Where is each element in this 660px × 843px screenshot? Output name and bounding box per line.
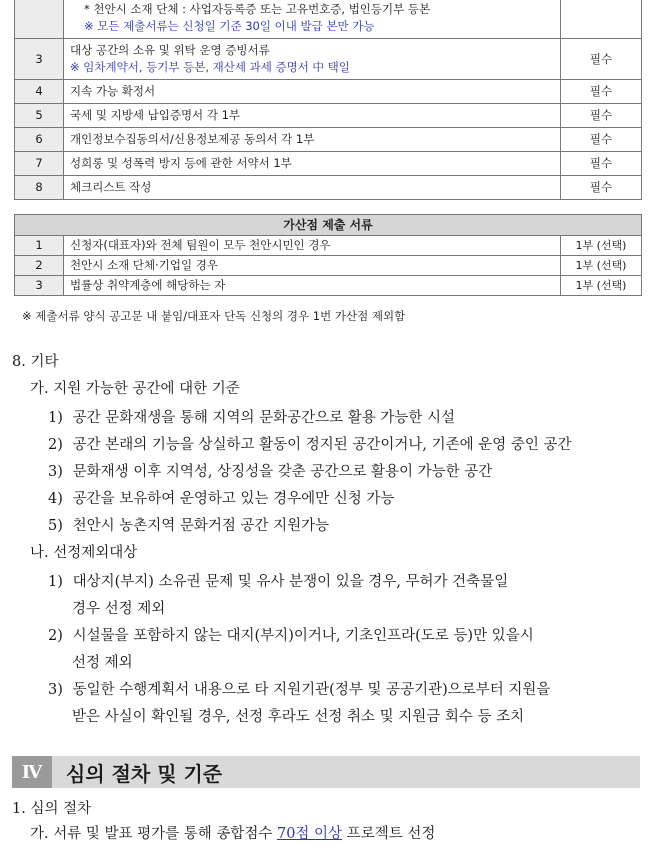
list-item [48,570,508,591]
item-number: 2) [48,628,63,644]
row-text: 법률상 취약계층에 해당하는 자 [64,276,561,296]
table-row [15,80,642,104]
row-requirement: 필수 [561,176,642,200]
row-text: 체크리스트 작성 [64,176,561,200]
table-row [15,152,642,176]
table-row [15,104,642,128]
row-requirement: 1부 (선택) [561,256,642,276]
highlight-score: 70점 이상 [276,826,343,842]
subsection-a-title: 가. 지원 가능한 공간에 대한 기준 [30,381,240,397]
required-documents-table [14,0,642,200]
row-number: 8 [15,176,64,200]
table-header-row [15,215,642,236]
row-number: 3 [15,276,64,296]
row-requirement: 1부 (선택) [561,236,642,256]
section-8-title: 8. 기타 [12,354,59,370]
row-text: 대상 공간의 소유 및 위탁 운영 증빙서류 [70,43,270,57]
item-number: 3) [48,464,63,480]
list-item [48,487,394,508]
table-header: 가산점 제출 서류 [15,215,642,236]
subsection-b-title: 나. 선정제외대상 [30,545,138,561]
item-text: 시설물을 포함하지 않는 대지(부지)이거나, 기초인프라(도로 등)만 있을시 [72,628,534,644]
table-row [15,256,642,276]
table-row [15,39,642,80]
table-footnote: ※ 제출서류 양식 공고문 내 붙임/대표자 단독 신청의 경우 1번 가산점 제외함 [22,309,406,323]
item-text: 공간을 보유하여 운영하고 있는 경우에만 신청 가능 [72,491,395,507]
item-text: 공간 문화재생을 통해 지역의 문화공간으로 활용 가능한 시설 [72,410,456,426]
row-requirement: 필수 [561,80,642,104]
item-number: 5) [48,518,63,534]
row-number: 6 [15,128,64,152]
table-row [15,0,642,39]
item-continuation: 선정 제외 [72,655,133,671]
row-requirement: 필수 [561,39,642,80]
row-number: 2 [15,256,64,276]
subsection-1-title: 1. 심의 절차 [12,801,92,817]
item-text: 문화재생 이후 지역성, 상징성을 갖춘 공간으로 활용이 가능한 공간 [72,464,493,480]
item-text: 대상지(부지) 소유권 문제 및 유사 분쟁이 있을 경우, 무허가 건축물일 [72,574,509,590]
row-text: 지속 가능 확정서 [64,80,561,104]
row-number: 1 [15,236,64,256]
bonus-documents-table [14,214,642,296]
list-item [48,514,329,535]
row-requirement: 필수 [561,128,642,152]
table-row [15,128,642,152]
item-number: 1) [48,410,63,426]
row-requirement [561,0,642,39]
row-content [64,39,561,80]
list-item [48,406,455,427]
row-text: 성희롱 및 성폭력 방지 등에 관한 서약서 1부 [64,152,561,176]
row-note: ※ 모든 제출서류는 신청일 기준 30일 이내 발급 본만 가능 [84,19,375,33]
list-item [48,433,572,454]
item-number: 4) [48,491,63,507]
item-continuation: 경우 선정 제외 [72,601,166,617]
item-text: 천안시 농촌지역 문화거점 공간 지원가능 [72,518,330,534]
row-requirement: 필수 [561,104,642,128]
row-number: 7 [15,152,64,176]
row-number: 3 [15,39,64,80]
item-text: 공간 본래의 기능을 상실하고 활동이 정지된 공간이거나, 기존에 운영 중인 공간 [72,437,572,453]
item-number: 3) [48,682,63,698]
item-number: 2) [48,437,63,453]
section-4-numeral: Ⅳ [12,756,52,788]
row-number: 4 [15,80,64,104]
section-4-title: 심의 절차 및 기준 [66,761,223,786]
row-text: * 천안시 소재 단체 : 사업자등록증 또는 고유번호증, 법인등기부 등본 [84,2,431,16]
row-content [64,0,561,39]
table-row [15,176,642,200]
text-segment: 프로젝트 선정 [342,826,436,842]
item-text: 동일한 수행계획서 내용으로 타 지원기관(정부 및 공공기관)으로부터 지원을 [72,682,551,698]
table-row [15,236,642,256]
item-number: 1) [48,574,63,590]
row-text: 국세 및 지방세 납입증명서 각 1부 [64,104,561,128]
list-item [48,678,550,699]
section-4-banner [12,756,640,788]
row-note: ※ 임차계약서, 등기부 등본, 재산세 과세 증명서 中 택일 [70,60,350,74]
table-row [15,276,642,296]
row-text: 개인정보수집동의서/신용정보제공 동의서 각 1부 [64,128,561,152]
row-requirement: 1부 (선택) [561,276,642,296]
text-segment: 가. 서류 및 발표 평가를 통해 종합점수 [30,826,277,842]
list-item [48,460,492,481]
row-text: 천안시 소재 단체·기업일 경우 [64,256,561,276]
row-text: 신청자(대표자)와 전체 팀원이 모두 천안시민인 경우 [64,236,561,256]
item-continuation: 받은 사실이 확인될 경우, 선정 후라도 선정 취소 및 지원금 회수 등 조치 [72,709,525,725]
row-requirement: 필수 [561,152,642,176]
row-number: 5 [15,104,64,128]
row-number [15,0,64,39]
list-item [48,624,534,645]
